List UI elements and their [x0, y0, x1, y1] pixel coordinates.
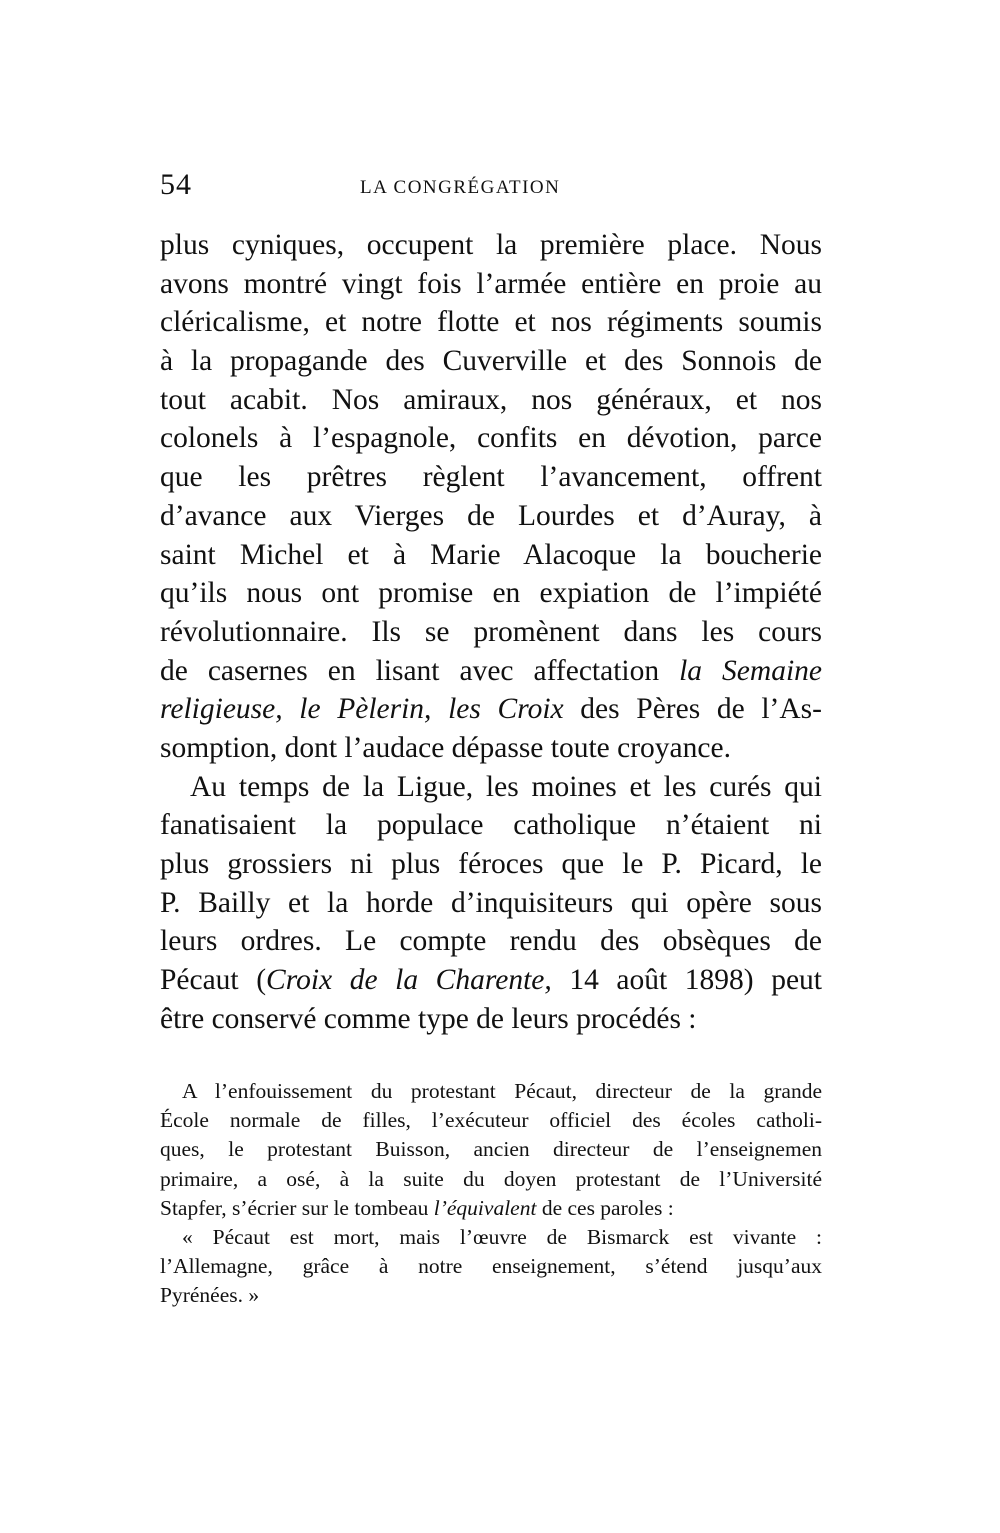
extract-line: l’Allemagne, grâce à notre enseignement, s’étend jusqu’aux: [160, 1254, 822, 1279]
text-line: qu’ils nous ont promise en expiation de l’impiété: [160, 577, 822, 610]
italic-title: religieuse, le Pèlerin, les Croix: [160, 693, 564, 726]
text-line: somption, dont l’audace dépasse toute croyance.: [160, 731, 731, 764]
text-line: fanatisaient la populace catholique n’étaient ni: [160, 809, 822, 842]
main-text: [160, 226, 822, 1038]
text-line: [160, 690, 822, 729]
text-line: leurs ordres. Le compte rendu des obsèques de: [160, 925, 822, 958]
text-fragment: des Pères de l’As-: [563, 693, 822, 726]
text-fragment: de ces paroles :: [536, 1195, 674, 1220]
text-line: Au temps de la Ligue, les moines et les curés qui: [190, 770, 822, 803]
extract-line: École normale de filles, l’exécuteur officiel des écoles catholi-: [160, 1108, 822, 1133]
text-fragment: Pécaut (: [160, 964, 267, 997]
text-line: [160, 961, 822, 1000]
text-fragment: 14 août 1898) peut: [551, 964, 822, 997]
text-line: plus grossiers ni plus féroces que le P. Picard, le: [160, 848, 822, 880]
quoted-extract: [160, 1077, 822, 1311]
text-fragment: de casernes en lisant avec affectation: [160, 654, 680, 687]
text-line: saint Michel et à Marie Alacoque la boucherie: [160, 538, 822, 571]
page-number: 54: [160, 168, 192, 201]
text-line: à la propagande des Cuverville et des Sonnois de: [160, 345, 822, 378]
extract-line: ques, le protestant Buisson, ancien directeur de l’enseignemen: [160, 1137, 822, 1162]
text-line: tout acabit. Nos amiraux, nos généraux, et nos: [160, 383, 822, 416]
text-line: colonels à l’espagnole, confits en dévotion, parce: [160, 422, 822, 455]
text-line: avons montré vingt fois l’armée entière en proie au: [160, 267, 822, 300]
extract-line: [160, 1194, 822, 1223]
text-line: plus cyniques, occupent la première place. Nous: [160, 229, 822, 261]
text-line: être conservé comme type de leurs procédés :: [160, 1002, 697, 1035]
italic-title: la Semaine: [679, 654, 822, 687]
text-line: d’avance aux Vierges de Lourdes et d’Auray, à: [160, 499, 822, 532]
extract-line: A l’enfouissement du protestant Pécaut, directeur de la grande: [182, 1079, 822, 1103]
text-line: que les prêtres règlent l’avancement, offrent: [160, 461, 822, 494]
page-header: [160, 168, 820, 208]
text-line: [160, 652, 822, 691]
italic-title: Croix de la Charente,: [266, 964, 552, 997]
italic-word: l’équivalent: [433, 1195, 537, 1220]
text-line: révolutionnaire. Ils se promènent dans les cours: [160, 615, 822, 648]
extract-line: primaire, a osé, à la suite du doyen protestant de l’Université: [160, 1166, 822, 1191]
extract-line: Pyrénées. »: [160, 1283, 260, 1308]
text-line: cléricalisme, et notre flotte et nos régiments soumis: [160, 306, 822, 339]
extract-line: « Pécaut est mort, mais l’œuvre de Bismarck est vivante :: [182, 1224, 822, 1249]
text-fragment: Stapfer, s’écrier sur le tombeau: [160, 1195, 434, 1220]
running-title: LA CONGRÉGATION: [360, 177, 561, 198]
text-line: P. Bailly et la horde d’inquisiteurs qui opère sous: [160, 886, 822, 919]
